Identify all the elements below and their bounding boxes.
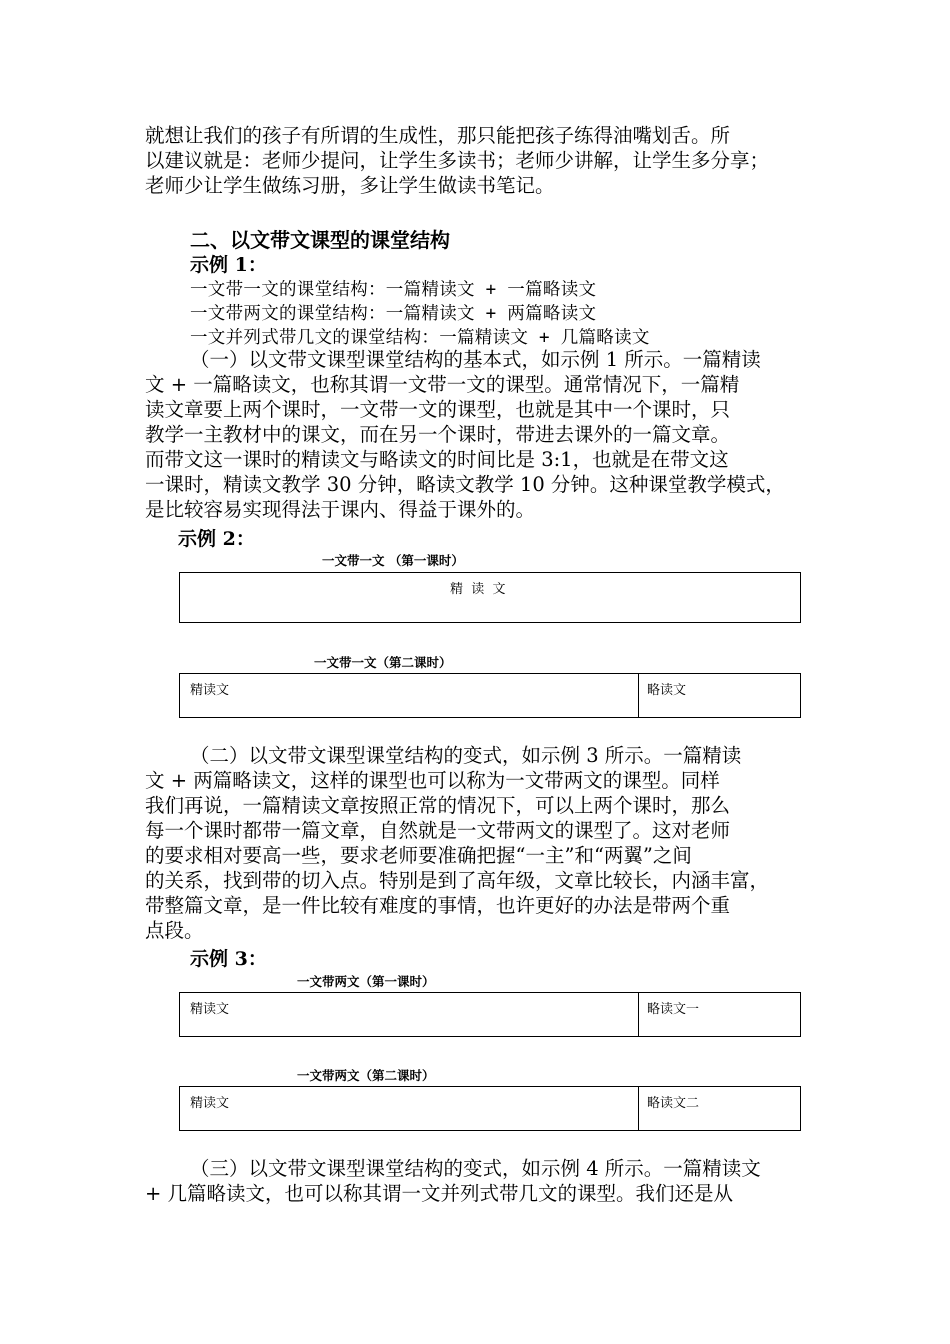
para1-line-6: 一课时，精读文教学 30 分钟，略读文教学 10 分钟。这种课堂教学模式， bbox=[145, 473, 785, 496]
para2-line-6: 的关系，找到带的切入点。特别是到了高年级，文章比较长，内涵丰富， bbox=[145, 869, 770, 892]
intro-line-2: 以建议就是：老师少提问，让学生多读书；老师少讲解，让学生多分享； bbox=[145, 149, 770, 172]
example2-table1-caption: 一文带一文 （第一课时） bbox=[322, 553, 464, 568]
para3-line-1: （三）以文带文课型课堂结构的变式，如示例 4 所示。一篇精读文 bbox=[190, 1157, 761, 1180]
example3-table2 bbox=[179, 1086, 801, 1131]
para1-line-7: 是比较容易实现得法于课内、得益于课外的。 bbox=[145, 498, 536, 521]
para2-line-4: 每一个课时都带一篇文章，自然就是一文带两文的课型了。这对老师 bbox=[145, 819, 731, 842]
para1-line-4: 教学一主教材中的课文，而在另一个课时，带进去课外的一篇文章。 bbox=[145, 423, 731, 446]
example2-table2 bbox=[179, 673, 801, 718]
structure-line-3: 一文并列式带几文的课堂结构：一篇精读文 + 几篇略读文 bbox=[190, 328, 650, 348]
para2-line-8: 点段。 bbox=[145, 919, 204, 942]
example2-table1-cell: 精 读 文 bbox=[450, 582, 506, 597]
example3-table1-left: 精读文 bbox=[190, 1002, 230, 1017]
para2-line-3: 我们再说，一篇精读文章按照正常的情况下，可以上两个课时，那么 bbox=[145, 794, 731, 817]
para1-line-5: 而带文这一课时的精读文与略读文的时间比是 3:1，也就是在带文这 bbox=[145, 448, 729, 471]
intro-line-3: 老师少让学生做练习册，多让学生做读书笔记。 bbox=[145, 174, 555, 197]
para1-line-3: 读文章要上两个课时，一文带一文的课型，也就是其中一个课时，只 bbox=[145, 398, 731, 421]
example3-table1-right: 略读文一 bbox=[647, 1002, 700, 1017]
example2-table1 bbox=[179, 572, 801, 623]
example3-table2-divider bbox=[638, 1087, 639, 1130]
para2-line-2: 文 + 两篇略读文，这样的课型也可以称为一文带两文的课型。同样 bbox=[145, 769, 720, 792]
example3-label: 示例 3： bbox=[190, 948, 267, 970]
example3-table2-right: 略读文二 bbox=[647, 1096, 700, 1111]
example3-table1 bbox=[179, 992, 801, 1037]
example2-table2-right: 略读文 bbox=[647, 683, 687, 698]
para2-line-1: （二）以文带文课型课堂结构的变式，如示例 3 所示。一篇精读 bbox=[190, 744, 742, 767]
example2-table2-left: 精读文 bbox=[190, 683, 230, 698]
para2-line-7: 带整篇文章，是一件比较有难度的事情，也许更好的办法是带两个重 bbox=[145, 894, 731, 917]
example3-table2-left: 精读文 bbox=[190, 1096, 230, 1111]
example1-label: 示例 1： bbox=[190, 254, 267, 276]
section-title: 二、以文带文课型的课堂结构 bbox=[190, 228, 450, 252]
para1-line-2: 文 + 一篇略读文，也称其谓一文带一文的课型。通常情况下，一篇精 bbox=[145, 373, 740, 396]
example2-table2-divider bbox=[638, 674, 639, 717]
example3-table2-caption: 一文带两文（第二课时） bbox=[297, 1068, 435, 1083]
example3-table1-divider bbox=[638, 993, 639, 1036]
intro-line-1: 就想让我们的孩子有所谓的生成性，那只能把孩子练得油嘴划舌。所 bbox=[145, 124, 731, 147]
example2-table2-caption: 一文带一文（第二课时） bbox=[314, 655, 452, 670]
para3-line-2: + 几篇略读文，也可以称其谓一文并列式带几文的课型。我们还是从 bbox=[145, 1182, 734, 1205]
para2-line-5: 的要求相对要高一些，要求老师要准确把握“一主”和“两翼”之间 bbox=[145, 844, 692, 867]
example3-table1-caption: 一文带两文（第一课时） bbox=[297, 974, 435, 989]
structure-line-2: 一文带两文的课堂结构：一篇精读文 + 两篇略读文 bbox=[190, 304, 597, 324]
example2-label: 示例 2： bbox=[178, 528, 255, 550]
structure-line-1: 一文带一文的课堂结构：一篇精读文 + 一篇略读文 bbox=[190, 280, 597, 300]
para1-line-1: （一）以文带文课型课堂结构的基本式，如示例 1 所示。一篇精读 bbox=[190, 348, 761, 371]
